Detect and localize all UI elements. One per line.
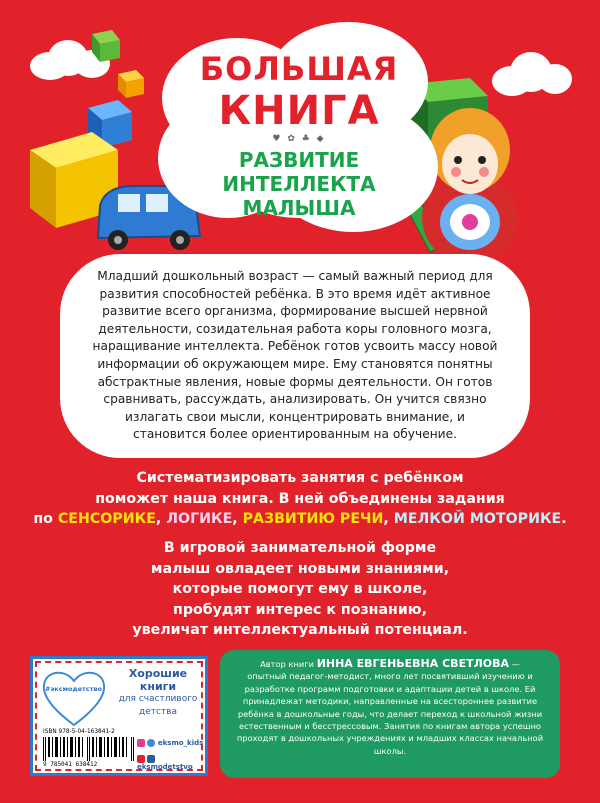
systematize-line-2: поможет наша книга. В ней объединены задания xyxy=(95,490,505,507)
barcode-number: 9 785041 638412 xyxy=(43,761,98,768)
isbn-text: ISBN 978-5-04-163841-2 xyxy=(43,729,115,735)
description-text: Младший дошкольный возраст — самый важный период для развития способностей ребёнка. В это время идёт активное развитие всего организма, формирование высшей нервной деятельности, созидательная работа коры головного мозга, наращивание интеллекта. Ребёнок готов усвоить массу новой информации об окружающем мире. Ему становятся понятны абстрактные явления, новые формы деятельности. Он готов сравнивать, рассуждать, анализировать. Он учится связно излагать свои мысли, концентрировать внимание, и становится более ориентированным на обучение. xyxy=(92,269,498,442)
title-cloud xyxy=(168,28,430,238)
period: . xyxy=(561,511,567,527)
separator: , xyxy=(155,511,167,527)
slogan-line-3: для счастливого xyxy=(118,694,198,704)
systematize-line-1: Систематизировать занятия с ребёнком xyxy=(136,470,464,486)
slogan xyxy=(113,667,203,719)
systematize-prefix: по xyxy=(33,511,58,527)
author-info-box xyxy=(220,650,560,778)
social-handle-2[interactable] xyxy=(137,755,205,771)
separator: , xyxy=(232,511,243,527)
subtitle-line-2: ИНТЕЛЛЕКТА xyxy=(222,172,376,196)
heart-hashtag: #эксмодетство xyxy=(45,685,102,693)
play-line-2: малыш овладеет новыми знаниями, xyxy=(150,560,450,577)
play-line-5: увеличат интеллектуальный потенциал. xyxy=(132,622,468,638)
keyword-motor: МЕЛКОЙ МОТОРИКЕ xyxy=(393,511,562,527)
description-box xyxy=(60,254,530,458)
keyword-logic: ЛОГИКЕ xyxy=(166,511,233,527)
telegram-icon xyxy=(147,739,155,747)
social-handle-1[interactable] xyxy=(137,739,203,747)
title-line-2: КНИГА xyxy=(218,88,380,134)
slogan-line-4: детства xyxy=(138,707,177,717)
play-line-3: которые помогут ему в школе, xyxy=(172,581,428,597)
separator: , xyxy=(383,511,394,527)
author-heading xyxy=(232,658,548,670)
heart-logo-icon xyxy=(37,665,111,729)
facebook-icon xyxy=(147,755,155,763)
matryoshka-doll-icon xyxy=(422,108,518,260)
social-handle-2-text: eksmodetstvo xyxy=(137,763,193,771)
author-name: ИННА ЕВГЕНЬЕВНА СВЕТЛОВА xyxy=(316,657,509,670)
play-line-4: пробудят интерес к познанию, xyxy=(173,601,427,618)
keyword-speech: РАЗВИТИЮ РЕЧИ xyxy=(242,511,384,527)
play-line-1: В игровой занимательной форме xyxy=(163,540,437,556)
barcode-icon xyxy=(43,737,135,761)
author-prefix: Автор книги xyxy=(260,659,317,669)
author-dash: — xyxy=(508,659,520,669)
keyword-sensorics: СЕНСОРИКЕ xyxy=(57,511,156,527)
play-paragraph xyxy=(20,538,580,641)
subtitle-line-3: МАЛЫША xyxy=(242,196,356,220)
systematize-paragraph xyxy=(20,468,580,530)
slogan-line-2: книги xyxy=(139,680,177,693)
title-ornament-icon: ♥ ✿ ♣ ◆ xyxy=(272,134,326,144)
publisher-sticker xyxy=(30,656,208,776)
slogan-line-1: Хорошие xyxy=(128,667,188,680)
small-orange-cube-icon xyxy=(118,70,144,98)
small-green-cube-icon xyxy=(92,30,120,62)
systematize-line-3 xyxy=(20,509,580,530)
vk-icon xyxy=(137,739,145,747)
social-handle-1-text: eksmo_kids xyxy=(157,739,204,747)
subtitle-line-1: РАЗВИТИЕ xyxy=(238,148,360,172)
youtube-icon xyxy=(137,755,145,763)
author-bio: опытный педагог-методист, много лет посвятивший изучению и разработке программ подготовки и адаптации детей в школе. Ей принадлежат методики, направленные на всестороннее развитие ребёнка в дошкольные годы, что делает переход к школьной жизни естественным и бесстрессовым. Занятия по книгам автора успешно проходят в дошкольных учреждениях и младших классах начальной школы. xyxy=(236,671,544,756)
title-line-1: БОЛЬШАЯ xyxy=(199,50,399,88)
